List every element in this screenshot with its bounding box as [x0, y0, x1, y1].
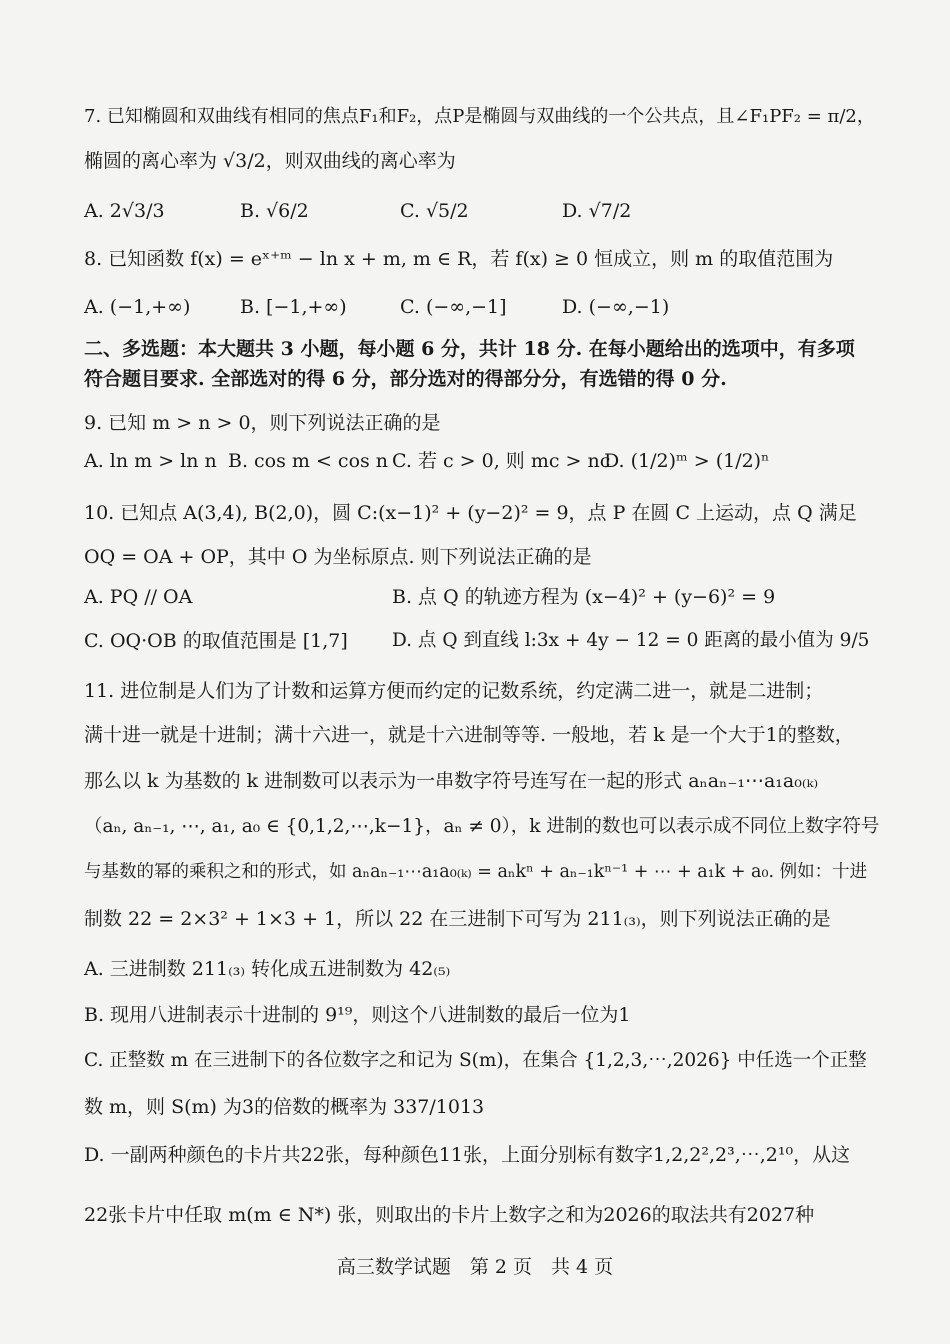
- q9-option-b: B. cos m < cos n: [228, 450, 389, 472]
- q7-option-d: D. √7/2: [562, 200, 632, 222]
- q7-option-a: A. 2√3/3: [84, 200, 165, 222]
- q11-stem-line2: 满十进一就是十进制；满十六进一，就是十六进制等等. 一般地，若 k 是一个大于1的整数，: [84, 724, 854, 746]
- q7-option-b: B. √6/2: [240, 200, 309, 222]
- q7-stem-line2: 椭圆的离心率为 √3/2，则双曲线的离心率为: [84, 150, 456, 172]
- q11-stem-line6: 制数 22 = 2×3² + 1×3 + 1，所以 22 在三进制下可写为 211₍₃₎，则下列说法正确的是: [84, 908, 831, 930]
- section2-heading-line2: 符合题目要求. 全部选对的得 6 分，部分选对的得部分分，有选错的得 0 分.: [84, 368, 727, 390]
- q10-option-a: A. PQ // OA: [84, 586, 193, 608]
- q11-stem-line1: 11. 进位制是人们为了计数和运算方便而约定的记数系统，约定满二进一，就是二进制；: [84, 680, 824, 702]
- q11-option-a: A. 三进制数 211₍₃₎ 转化成五进制数为 42₍₅₎: [84, 958, 451, 980]
- q11-option-b: B. 现用八进制表示十进制的 9¹⁹，则这个八进制数的最后一位为1: [84, 1004, 631, 1026]
- q9-stem: 9. 已知 m > n > 0，则下列说法正确的是: [84, 412, 441, 434]
- q8-option-d: D. (−∞,−1): [562, 296, 670, 318]
- q7-stem-line1: 7. 已知椭圆和双曲线有相同的焦点F₁和F₂，点P是椭圆与双曲线的一个公共点，且∠F₁PF₂ = π/2，: [84, 106, 875, 127]
- section2-heading-line1: 二、多选题：本大题共 3 小题，每小题 6 分，共计 18 分. 在每小题给出的选项中，有多项: [84, 338, 855, 360]
- q11-stem-line3: 那么以 k 为基数的 k 进制数可以表示为一串数字符号连写在一起的形式 aₙaₙ₋₁⋯a₁a₀₍ₖ₎: [84, 770, 819, 792]
- q7-option-c: C. √5/2: [400, 200, 469, 222]
- q9-option-a: A. ln m > ln n: [84, 450, 217, 472]
- q11-option-d-line2: 22张卡片中任取 m(m ∈ N*) 张，则取出的卡片上数字之和为2026的取法共有2027种: [84, 1204, 815, 1226]
- q10-option-c: C. OQ·OB 的取值范围是 [1,7]: [84, 630, 348, 652]
- q11-stem-line4: （aₙ, aₙ₋₁, ⋯, a₁, a₀ ∈ {0,1,2,⋯,k−1}，aₙ ≠ 0），k 进制的数也可以表示成不同位上数字符号: [84, 816, 880, 837]
- q11-option-d-line1: D. 一副两种颜色的卡片共22张，每种颜色11张，上面分别标有数字1,2,2²,2³,⋯,2¹⁰，从这: [84, 1144, 851, 1166]
- q11-option-c-line2: 数 m，则 S(m) 为3的倍数的概率为 337/1013: [84, 1096, 485, 1118]
- q10-stem-line1: 10. 已知点 A(3,4), B(2,0)，圆 C:(x−1)² + (y−2)² = 9，点 P 在圆 C 上运动，点 Q 满足: [84, 502, 857, 524]
- q11-option-c-line1: C. 正整数 m 在三进制下的各位数字之和记为 S(m)，在集合 {1,2,3,⋯,2026} 中任选一个正整: [84, 1050, 867, 1071]
- q11-stem-line5: 与基数的幂的乘积之和的形式，如 aₙaₙ₋₁⋯a₁a₀₍ₖ₎ = aₙkⁿ + aₙ₋₁kⁿ⁻¹ + ⋯ + a₁k + a₀. 例如：十进: [84, 862, 868, 882]
- q9-option-d: D. (1/2)ᵐ > (1/2)ⁿ: [604, 450, 770, 472]
- page-footer: 高三数学试题 第 2 页 共 4 页: [336, 1256, 614, 1278]
- q10-stem-line2: OQ = OA + OP，其中 O 为坐标原点. 则下列说法正确的是: [84, 546, 592, 568]
- q8-stem: 8. 已知函数 f(x) = eˣ⁺ᵐ − ln x + m, m ∈ R，若 f(x) ≥ 0 恒成立，则 m 的取值范围为: [84, 248, 834, 270]
- q8-option-a: A. (−1,+∞): [84, 296, 191, 318]
- q8-option-c: C. (−∞,−1]: [400, 296, 507, 318]
- q9-option-c: C. 若 c > 0, 则 mc > nc: [392, 450, 611, 472]
- q8-option-b: B. [−1,+∞): [240, 296, 347, 318]
- q10-option-b: B. 点 Q 的轨迹方程为 (x−4)² + (y−6)² = 9: [392, 586, 776, 608]
- q10-option-d: D. 点 Q 到直线 l:3x + 4y − 12 = 0 距离的最小值为 9/5: [392, 630, 870, 651]
